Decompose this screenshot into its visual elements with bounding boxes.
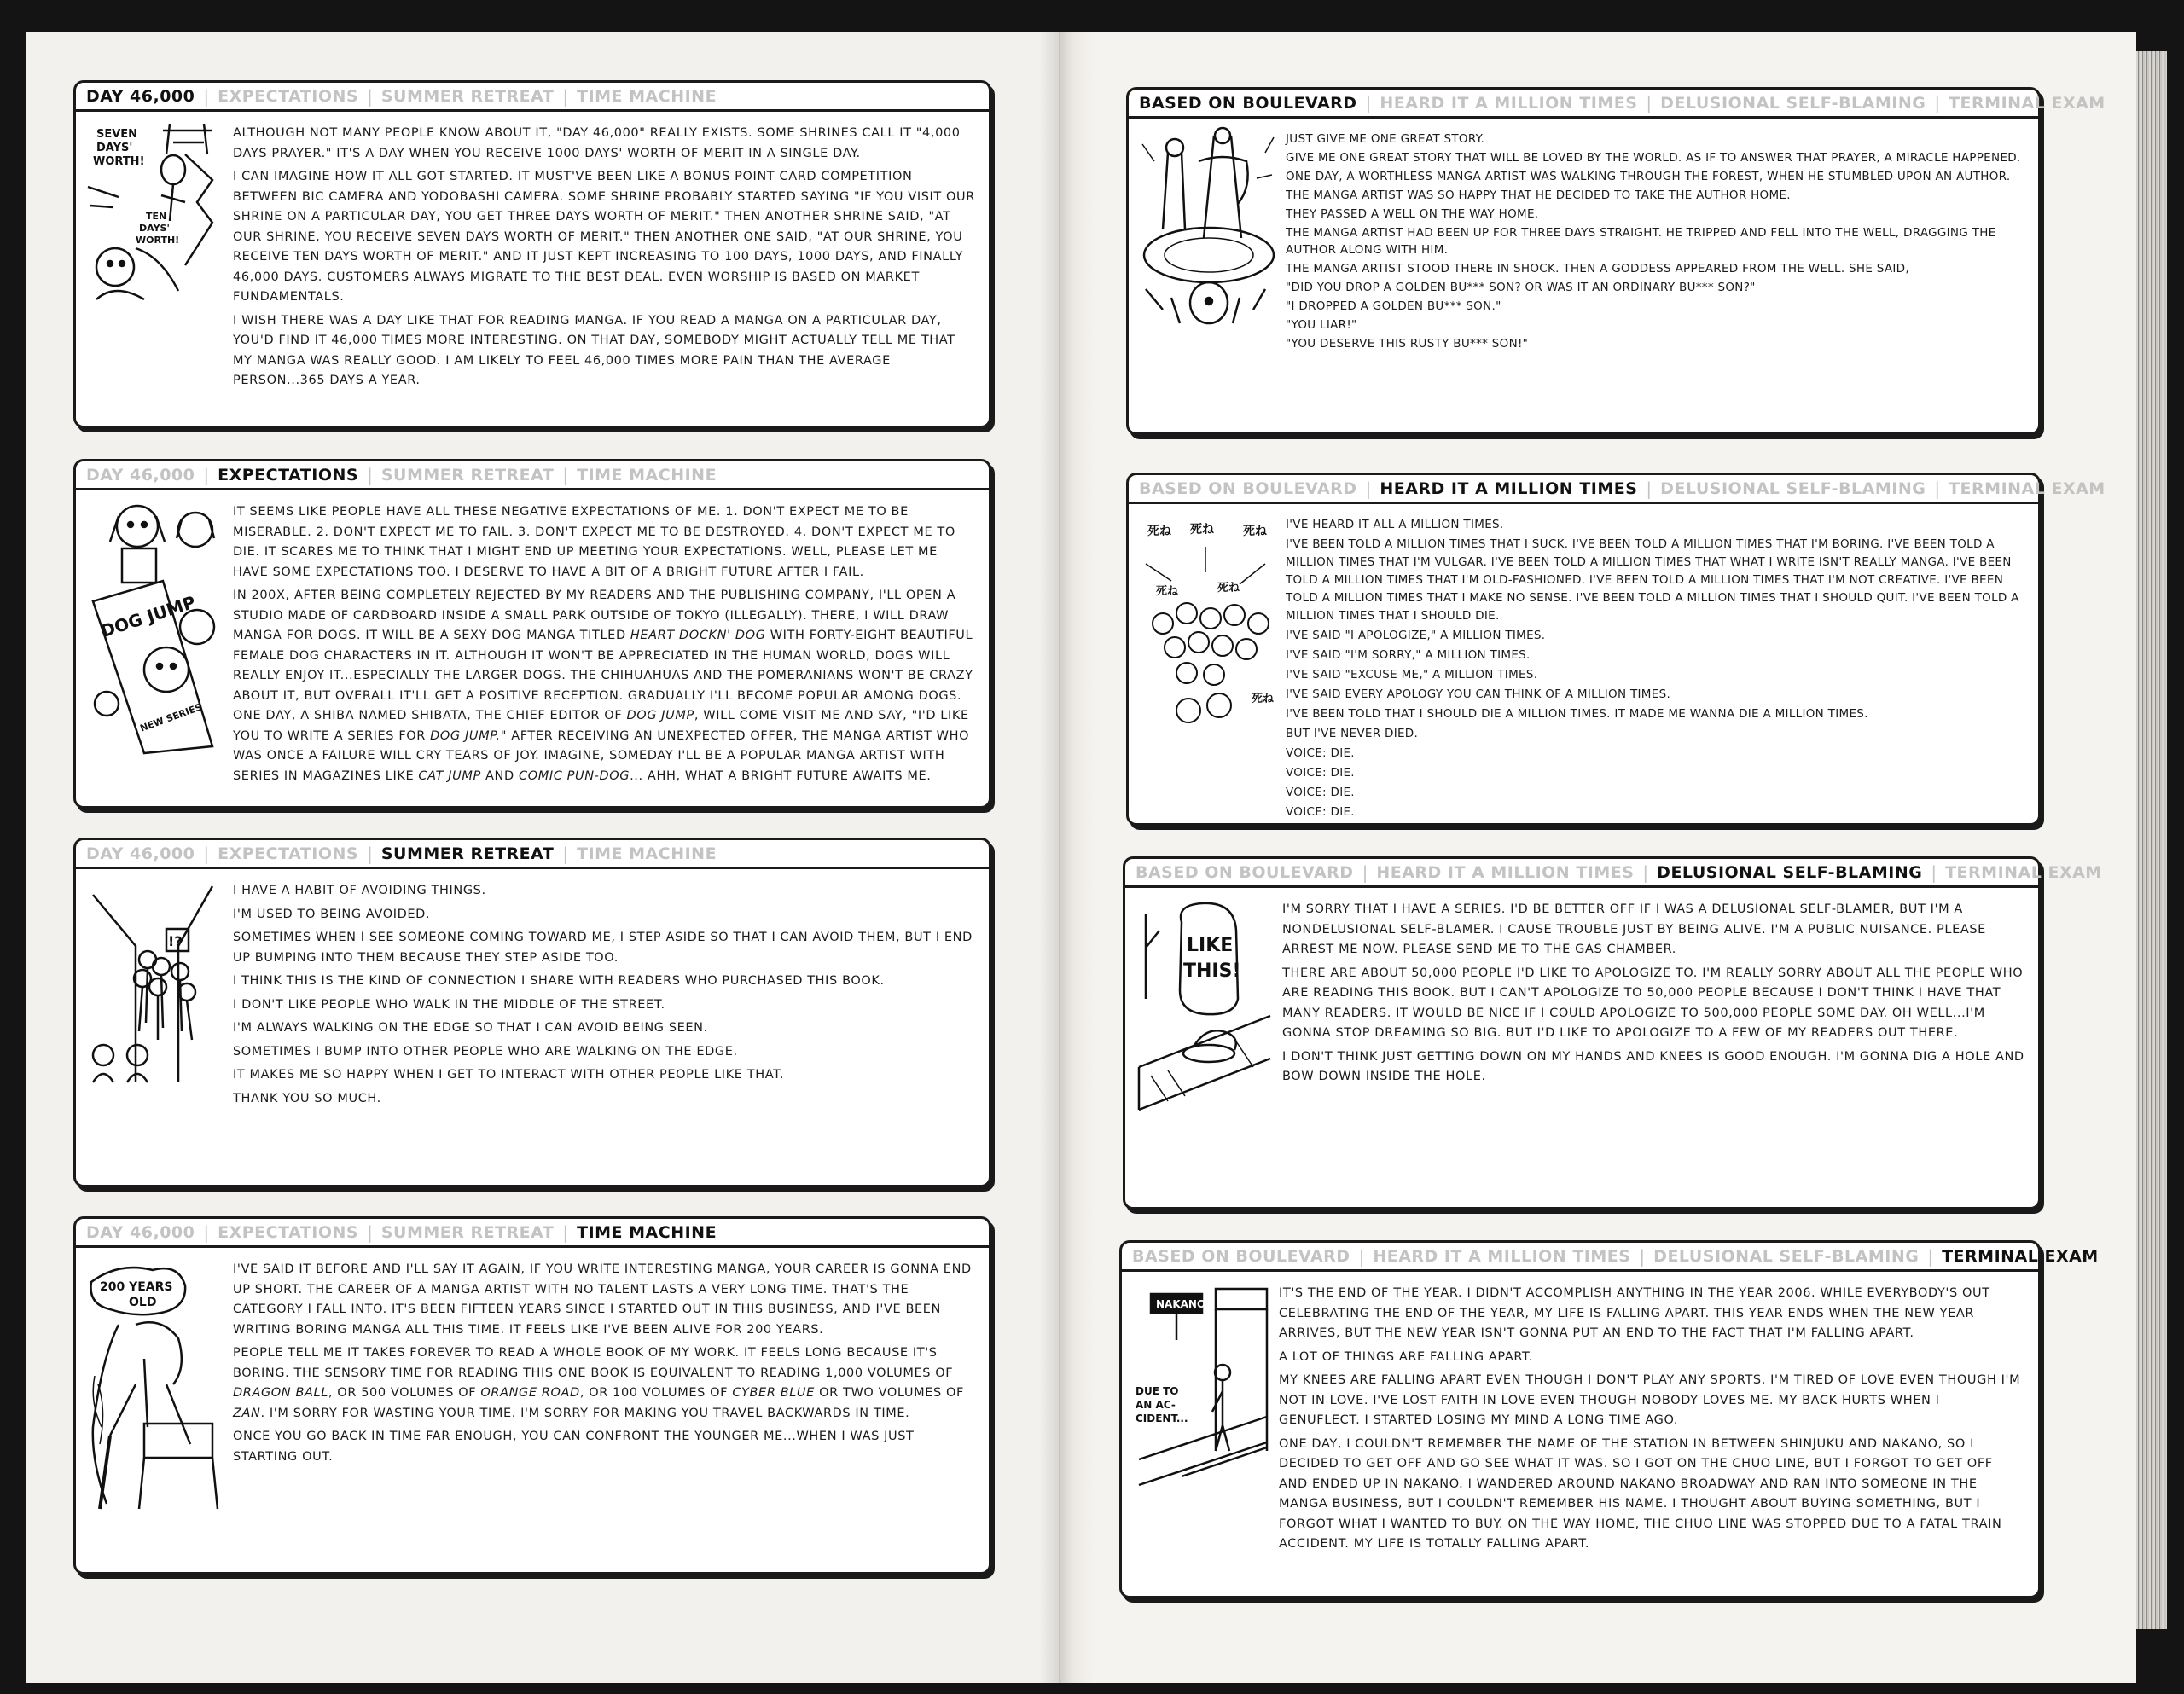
- tab-delusional-self-blaming: DELUSIONAL SELF-BLAMING: [1657, 862, 1923, 882]
- tab-based-on-boulevard: BASED ON BOULEVARD: [1132, 1246, 1350, 1266]
- panel-tabs: BASED ON BOULEVARD | HEARD IT A MILLION TIMES | DELUSIONAL SELF-BLAMING | TERMINAL EXAM: [1125, 859, 2038, 888]
- panel-tabs: DAY 46,000 | EXPECTATIONS | SUMMER RETREAT | TIME MACHINE: [76, 1219, 989, 1248]
- illustration-label: WORTH!: [93, 155, 145, 168]
- train-station-illustration: [1130, 1280, 1272, 1502]
- illustration-label: DAYS': [139, 223, 170, 234]
- tab-based-on-boulevard: BASED ON BOULEVARD: [1136, 862, 1354, 882]
- illustration-label: THIS!: [1183, 960, 1241, 982]
- paragraph: THANK YOU SO MUCH.: [233, 1091, 381, 1105]
- panel-delusional-self-blaming: [1123, 856, 2102, 1210]
- paragraph: IT MAKES ME SO HAPPY WHEN I GET TO INTERACT WITH OTHER PEOPLE LIKE THAT.: [233, 1068, 785, 1082]
- crowd-yelling-illustration: [1137, 513, 1279, 734]
- illustration-label: OLD: [129, 1296, 157, 1309]
- tab-based-on-boulevard: BASED ON BOULEVARD: [1139, 93, 1357, 113]
- illustration-label: SEVEN: [96, 128, 138, 141]
- paragraph: BUT I'VE NEVER DIED.: [1286, 727, 1419, 740]
- panel-tabs: DAY 46,000 | EXPECTATIONS | SUMMER RETREAT | TIME MACHINE: [76, 83, 989, 112]
- book-spine: [1039, 32, 1073, 1683]
- panel-summer-retreat: [73, 838, 991, 1187]
- tab-heard-it-a-million-times: HEARD IT A MILLION TIMES: [1380, 93, 1638, 113]
- illustration-label: CIDENT...: [1136, 1413, 1188, 1424]
- manga-title: HEART DOCKN' DOG: [630, 629, 766, 642]
- manga-title: ZAN: [233, 1406, 261, 1420]
- illustration-label: WORTH!: [136, 235, 180, 246]
- manga-title: DRAGON BALL: [233, 1386, 328, 1400]
- tab-day-46000: DAY 46,000: [86, 465, 195, 484]
- paragraph: VOICE: DIE.: [1286, 746, 1355, 760]
- tab-day-46000: DAY 46,000: [86, 1222, 195, 1242]
- dog-manga-illustration: [84, 499, 226, 755]
- illustration-label: LIKE: [1187, 935, 1234, 956]
- paragraph: SOMETIMES WHEN I SEE SOMEONE COMING TOWARD ME, I STEP ASIDE SO THAT I CAN AVOID THEM, BUT I END UP BUMPING INTO THEM BECAUSE THEY STEP ASIDE TOO.: [233, 931, 973, 965]
- panel-terminal-exam: [1119, 1240, 2099, 1598]
- illustration-label: DOG JUMP: [98, 591, 199, 642]
- tab-summer-retreat: SUMMER RETREAT: [380, 86, 555, 106]
- tab-summer-retreat: SUMMER RETREAT: [380, 1222, 555, 1242]
- shrine-crowd-illustration: [84, 120, 226, 308]
- manga-title: DOG JUMP.: [430, 728, 501, 743]
- paragraph: SOMETIMES I BUMP INTO OTHER PEOPLE WHO ARE WALKING ON THE EDGE.: [233, 1044, 738, 1059]
- tab-expectations: EXPECTATIONS: [218, 465, 359, 484]
- paragraph: I'VE BEEN TOLD THAT I SHOULD DIE A MILLION TIMES. IT MADE ME WANNA DIE A MILLION TIMES.: [1286, 707, 1868, 721]
- panel-body: [1286, 131, 2024, 426]
- manga-title: CYBER BLUE: [732, 1386, 815, 1400]
- paragraph: "DID YOU DROP A GOLDEN BU*** SON? OR WAS IT AN ORDINARY BU*** SON?": [1286, 281, 1756, 294]
- illustration-label: AN AC-: [1136, 1399, 1176, 1411]
- manga-title: CAT JUMP: [418, 769, 481, 783]
- paragraph: THE MANGA ARTIST STOOD THERE IN SHOCK. THEN A GODDESS APPEARED FROM THE WELL. SHE SAID,: [1286, 262, 1909, 276]
- illustration-label: NAKANO: [1156, 1298, 1206, 1310]
- paragraph: THERE ARE ABOUT 50,000 PEOPLE I'D LIKE TO APOLOGIZE TO. I'M REALLY SORRY ABOUT ALL THE PEOPLE WHO ARE READING THIS BOOK. BUT I CAN'T APOLOGIZE TO 50,000 PEOPLE BECAUSE I DON'T THINK I HAVE THAT MANY READERS. IT WOULD BE NICE IF I COULD APOLOGIZE TO 500,000 PEOPLE SOME DAY. OH WELL...I'M GONNA STOP DREAMING SO BIG. BUT I'D LIKE TO APOLOGIZE TO A FEW OF MY READERS OUT THERE.: [1282, 966, 2024, 1040]
- tab-summer-retreat: SUMMER RETREAT: [380, 465, 555, 484]
- page-edges: [2136, 51, 2167, 1629]
- tab-based-on-boulevard: BASED ON BOULEVARD: [1139, 479, 1357, 498]
- tab-summer-retreat: SUMMER RETREAT: [380, 844, 555, 863]
- paragraph: A LOT OF THINGS ARE FALLING APART.: [1279, 1349, 1533, 1364]
- street-crowd-illustration: [84, 878, 226, 1082]
- paragraph: ALTHOUGH NOT MANY PEOPLE KNOW ABOUT IT, "DAY 46,000" REALLY EXISTS. SOME SHRINES CALL IT "4,000 DAYS PRAYER." IT'S A DAY WHEN YOU RECEIVE 1000 DAYS' WORTH OF MERIT IN A SINGLE DAY.: [233, 126, 961, 160]
- paragraph: I DON'T LIKE PEOPLE WHO WALK IN THE MIDDLE OF THE STREET.: [233, 997, 665, 1012]
- panel-body: [1279, 1284, 2024, 1589]
- panel-tabs: BASED ON BOULEVARD | HEARD IT A MILLION TIMES | DELUSIONAL SELF-BLAMING | TERMINAL EXAM: [1129, 90, 2038, 119]
- panel-based-on-boulevard: [1126, 87, 2106, 435]
- manga-title: ORANGE ROAD: [480, 1386, 580, 1400]
- panel-heard-it-a-million-times: [1126, 473, 2106, 826]
- panel-expectations: [73, 459, 991, 809]
- illustration-label: 死ね: [1156, 585, 1179, 598]
- paragraph: I CAN IMAGINE HOW IT ALL GOT STARTED. IT MUST'VE BEEN LIKE A BONUS POINT CARD COMPETITION BETWEEN BIC CAMERA AND YODOBASHI CAMERA. SOME SHRINE PROBABLY STARTED SAYING "IF YOU VISIT OUR SHRINE ON A PARTICULAR DAY, YOU GET THREE DAYS WORTH OF MERIT." THEN ANOTHER SHRINE SAID, "AT OUR SHRINE, YOU RECEIVE SEVEN DAYS WORTH OF MERIT." THEN ANOTHER ONE SAID, "AT OUR SHRINE, YOU RECEIVE TEN DAYS WORTH OF MERIT." AND IT JUST KEPT INCREASING TO 100 DAYS, 1000 DAYS, AND FINALLY 46,000 DAYS. CUSTOMERS ALWAYS MIGRATE TO THE BEST DEAL. EVEN WORSHIP IS BASED ON MARKET FUNDAMENTALS.: [233, 170, 975, 304]
- illustration-label: NEW SERIES: [138, 701, 204, 734]
- paragraph: I'VE HEARD IT ALL A MILLION TIMES.: [1286, 518, 1504, 531]
- paragraph: "I DROPPED A GOLDEN BU*** SON.": [1286, 299, 1502, 313]
- hole-bowing-illustration: [1134, 896, 1275, 1118]
- paragraph: GIVE ME ONE GREAT STORY THAT WILL BE LOVED BY THE WORLD. AS IF TO ANSWER THAT PRAYER, A MIRACLE HAPPENED.: [1286, 151, 2021, 165]
- tab-expectations: EXPECTATIONS: [218, 844, 359, 863]
- illustration-label: TEN: [146, 211, 167, 222]
- panel-tabs: DAY 46,000 | EXPECTATIONS | SUMMER RETREAT | TIME MACHINE: [76, 461, 989, 490]
- panel-body: [233, 124, 975, 419]
- manga-title: DOG JUMP: [626, 709, 694, 722]
- paragraph: VOICE: DIE.: [1286, 766, 1355, 780]
- paragraph: VOICE: DIE.: [1286, 805, 1355, 819]
- paragraph: ONE DAY, A WORTHLESS MANGA ARTIST WAS WALKING THROUGH THE FOREST, WHEN HE STUMBLED UPON AN AUTHOR.: [1286, 170, 2011, 183]
- illustration-label: 死ね: [1217, 582, 1240, 595]
- paragraph: THE MANGA ARTIST WAS SO HAPPY THAT HE DECIDED TO TAKE THE AUTHOR HOME.: [1286, 189, 1791, 202]
- illustration-label: 死ね: [1243, 525, 1267, 538]
- illustration-label: 死ね: [1252, 693, 1275, 705]
- old-man-illustration: [84, 1256, 226, 1512]
- goddess-well-illustration: [1137, 127, 1279, 332]
- tab-heard-it-a-million-times: HEARD IT A MILLION TIMES: [1376, 862, 1635, 882]
- tab-terminal-exam: TERMINAL EXAM: [1945, 862, 2102, 882]
- paragraph: I HAVE A HABIT OF AVOIDING THINGS.: [233, 884, 486, 897]
- panel-body: [1286, 516, 2024, 819]
- paragraph: I'VE SAID "I APOLOGIZE," A MILLION TIMES.: [1286, 629, 1546, 642]
- panel-body: [1282, 900, 2024, 1200]
- paragraph: ONE DAY, I COULDN'T REMEMBER THE NAME OF THE STATION IN BETWEEN SHINJUKU AND NAKANO, SO I DECIDED TO GET OFF AND GO SEE WHAT IT WAS. SO I GOT ON THE CHUO LINE, BUT I FORGOT TO GET OFF AND ENDED UP IN NAKANO. I WANDERED AROUND NAKANO BROADWAY AND RAN INTO SOMEONE IN THE MANGA BUSINESS, BUT I COULDN'T REMEMBER HIS NAME. I THOUGHT ABOUT BUYING SOMETHING, BUT I FORGOT WHAT I WANTED TO BUY. ON THE WAY HOME, THE CHUO LINE WAS STOPPED DUE TO A FATAL TRAIN ACCIDENT. MY LIFE IS TOTALLY FALLING APART.: [1279, 1436, 2002, 1551]
- tab-heard-it-a-million-times: HEARD IT A MILLION TIMES: [1373, 1246, 1631, 1266]
- paragraph: MY KNEES ARE FALLING APART EVEN THOUGH I DON'T PLAY ANY SPORTS. I'M TIRED OF LOVE EVEN THOUGH I'M NOT IN LOVE. I'VE LOST FAITH IN LOVE EVEN THOUGH NOBODY LOVES ME. MY BACK HURTS WHEN I GENUFLECT. I STARTED LOSING MY MIND A LONG TIME AGO.: [1279, 1373, 2021, 1427]
- paragraph: I THINK THIS IS THE KIND OF CONNECTION I SHARE WITH READERS WHO PURCHASED THIS BOOK.: [233, 974, 885, 988]
- paragraph: THEY PASSED A WELL ON THE WAY HOME.: [1286, 207, 1539, 221]
- panel-body: [233, 1260, 975, 1565]
- illustration-label: DUE TO: [1136, 1385, 1179, 1397]
- tab-expectations: EXPECTATIONS: [218, 86, 359, 106]
- tab-delusional-self-blaming: DELUSIONAL SELF-BLAMING: [1660, 93, 1926, 113]
- manga-title: COMIC PUN-DOG: [518, 769, 630, 783]
- tab-time-machine: TIME MACHINE: [577, 86, 717, 106]
- paragraph: I'M ALWAYS WALKING ON THE EDGE SO THAT I CAN AVOID BEING SEEN.: [233, 1021, 708, 1035]
- tab-time-machine: TIME MACHINE: [577, 844, 717, 863]
- paragraph: I'M USED TO BEING AVOIDED.: [233, 907, 431, 921]
- tab-day-46000: DAY 46,000: [86, 86, 195, 106]
- tab-terminal-exam: TERMINAL EXAM: [1949, 479, 2106, 498]
- paragraph: ONCE YOU GO BACK IN TIME FAR ENOUGH, YOU CAN CONFRONT THE YOUNGER ME...WHEN I WAS JUST STARTING OUT.: [233, 1430, 915, 1464]
- panel-time-machine: [73, 1216, 991, 1575]
- paragraph: JUST GIVE ME ONE GREAT STORY.: [1286, 132, 1485, 146]
- paragraph: I'M SORRY THAT I HAVE A SERIES. I'D BE BETTER OFF IF I WAS A DELUSIONAL SELF-BLAMER, BUT I'M A NONDELUSIONAL SELF-BLAMER. I CAUSE TROUBLE JUST BY BEING ALIVE. I'M A PUBLIC NUISANCE. PLEASE ARREST ME NOW. PLEASE SEND ME TO THE GAS CHAMBER.: [1282, 902, 1986, 956]
- illustration-label: 死ね: [1147, 525, 1171, 538]
- tab-expectations: EXPECTATIONS: [218, 1222, 359, 1242]
- panel-day-46000: [73, 80, 991, 428]
- paragraph: VOICE: DIE.: [1286, 786, 1355, 799]
- paragraph: I'VE SAID "I'M SORRY," A MILLION TIMES.: [1286, 648, 1531, 662]
- paragraph: I'VE SAID "EXCUSE ME," A MILLION TIMES.: [1286, 668, 1538, 682]
- panel-body: [233, 502, 975, 799]
- paragraph: "YOU LIAR!": [1286, 318, 1357, 332]
- tab-time-machine: TIME MACHINE: [577, 465, 717, 484]
- illustration-label: DAYS': [96, 142, 133, 154]
- paragraph: IT SEEMS LIKE PEOPLE HAVE ALL THESE NEGATIVE EXPECTATIONS OF ME. 1. DON'T EXPECT ME TO BE MISERABLE. 2. DON'T EXPECT ME TO FAIL. 3. DON'T EXPECT ME TO BE DESTROYED. 4. DON'T EXPECT ME TO DIE. IT SCARES ME TO THINK THAT I MIGHT END UP MEETING YOUR EXPECTATIONS. WELL, PLEASE LET ME HAVE SOME EXPECTATIONS TOO. I DESERVE TO HAVE A BIT OF A BRIGHT FUTURE AFTER I FAIL.: [233, 505, 956, 579]
- paragraph: I DON'T THINK JUST GETTING DOWN ON MY HANDS AND KNEES IS GOOD ENOUGH. I'M GONNA DIG A HOLE AND BOW DOWN INSIDE THE HOLE.: [1282, 1049, 2024, 1083]
- panel-tabs: DAY 46,000 | EXPECTATIONS | SUMMER RETREAT | TIME MACHINE: [76, 840, 989, 869]
- illustration-label: !?: [168, 933, 183, 949]
- paragraph: THE MANGA ARTIST HAD BEEN UP FOR THREE DAYS STRAIGHT. HE TRIPPED AND FELL INTO THE WELL, DRAGGING THE AUTHOR ALONG WITH HIM.: [1286, 226, 1996, 257]
- tab-day-46000: DAY 46,000: [86, 844, 195, 863]
- tab-time-machine: TIME MACHINE: [577, 1222, 717, 1242]
- paragraph: PEOPLE TELL ME IT TAKES FOREVER TO READ A WHOLE BOOK OF MY WORK. IT FEELS LONG BECAUSE IT'S BORING. THE SENSORY TIME FOR READING THIS ONE BOOK IS EQUIVALENT TO READING 1,000 VOLUMES OF DRAGON BALL, OR 500 VOLUMES OF ORANGE ROAD, OR 100 VOLUMES OF CYBER BLUE OR TWO VOLUMES OF ZAN. I'M SORRY FOR WASTING YOUR TIME. I'M SORRY FOR MAKING YOU TRAVEL BACKWARDS IN TIME.: [233, 1346, 964, 1420]
- paragraph: I'VE SAID IT BEFORE AND I'LL SAY IT AGAIN, IF YOU WRITE INTERESTING MANGA, YOUR CAREER IS GONNA END UP SHORT. THE CAREER OF A MANGA ARTIST WITH NO TALENT LASTS A VERY LONG TIME. THAT'S THE CATEGORY I FALL INTO. IT'S BEEN FIFTEEN YEARS SINCE I STARTED OUT IN THIS BUSINESS, AND I'VE BEEN WRITING BORING MANGA ALL THIS TIME. IT FEELS LIKE I'VE BEEN ALIVE FOR 200 YEARS.: [233, 1262, 972, 1337]
- paragraph: I WISH THERE WAS A DAY LIKE THAT FOR READING MANGA. IF YOU READ A MANGA ON A PARTICULAR DAY, YOU'D FIND IT 46,000 TIMES MORE INTERESTING. ON THAT DAY, SOMEBODY MIGHT ACTUALLY TELL ME THAT MY MANGA WAS REALLY GOOD. I AM LIKELY TO FEEL 46,000 TIMES MORE PAIN THAN THE AVERAGE PERSON...365 DAYS A YEAR.: [233, 313, 956, 387]
- tab-terminal-exam: TERMINAL EXAM: [1949, 93, 2106, 113]
- tab-delusional-self-blaming: DELUSIONAL SELF-BLAMING: [1660, 479, 1926, 498]
- panel-tabs: BASED ON BOULEVARD | HEARD IT A MILLION TIMES | DELUSIONAL SELF-BLAMING | TERMINAL EXAM: [1122, 1243, 2038, 1272]
- panel-tabs: BASED ON BOULEVARD | HEARD IT A MILLION TIMES | DELUSIONAL SELF-BLAMING | TERMINAL EXAM: [1129, 475, 2038, 504]
- paragraph: I'VE SAID EVERY APOLOGY YOU CAN THINK OF A MILLION TIMES.: [1286, 687, 1671, 701]
- paragraph: IT'S THE END OF THE YEAR. I DIDN'T ACCOMPLISH ANYTHING IN THE YEAR 2006. WHILE EVERYBODY'S OUT CELEBRATING THE END OF THE YEAR, MY LIFE IS FALLING APART. THIS YEAR ENDS WHEN THE NEW YEAR ARRIVES, BUT THE NEW YEAR ISN'T GONNA PUT AN END TO THE FACT THAT I'M FALLING APART.: [1279, 1286, 1990, 1340]
- illustration-label: 200 YEARS: [100, 1280, 173, 1294]
- paragraph: IN 200X, AFTER BEING COMPLETELY REJECTED BY MY READERS AND THE PUBLISHING COMPANY, I'LL OPEN A STUDIO MADE OF CARDBOARD INSIDE A SMALL PARK OUTSIDE OF TOKYO (ILLEGALLY). THERE, I WILL DRAW MANGA FOR DOGS. IT WILL BE A SEXY DOG MANGA TITLED HEART DOCKN' DOG WITH FORTY-EIGHT BEAUTIFUL FEMALE DOG CHARACTERS IN IT. ALTHOUGH IT WON'T BE APPRECIATED IN THE HUMAN WORLD, DOGS WILL REALLY ENJOY IT...ESPECIALLY THE LARGER DOGS. THE CHIHUAHUAS AND THE POMERANIANS WON'T BE CRAZY ABOUT IT, BUT OVERALL IT'LL GET A POSITIVE RECEPTION. GRADUALLY I'LL BECOME POPULAR AMONG DOGS. ONE DAY, A SHIBA NAMED SHIBATA, THE CHIEF EDITOR OF DOG JUMP, WILL COME VISIT ME AND SAY, "I'D LIKE YOU TO WRITE A SERIES FOR DOG JUMP." AFTER RECEIVING AN UNEXPECTED OFFER, THE MANGA ARTIST WHO WAS ONCE A FAILURE WILL CRY TEARS OF JOY. IMAGINE, SOMEDAY I'LL BE A POPULAR MANGA ARTIST WITH SERIES IN MAGAZINES LIKE CAT JUMP AND COMIC PUN-DOG... AHH, WHAT A BRIGHT FUTURE AWAITS ME.: [233, 589, 973, 783]
- paragraph: "YOU DESERVE THIS RUSTY BU*** SON!": [1286, 337, 1529, 351]
- tab-delusional-self-blaming: DELUSIONAL SELF-BLAMING: [1653, 1246, 1920, 1266]
- illustration-label: 死ね: [1190, 523, 1214, 537]
- tab-heard-it-a-million-times: HEARD IT A MILLION TIMES: [1380, 479, 1638, 498]
- paragraph: I'VE BEEN TOLD A MILLION TIMES THAT I SUCK. I'VE BEEN TOLD A MILLION TIMES THAT I'M BORING. I'VE BEEN TOLD A MILLION TIMES THAT I'M VULGAR. I'VE BEEN TOLD A MILLION TIMES THAT WHAT I WRITE ISN'T REALLY MANGA. I'VE BEEN TOLD A MILLION TIMES THAT I'M OLD-FASHIONED. I'VE BEEN TOLD A MILLION TIMES THAT I'M NOT CREATIVE. I'VE BEEN TOLD A MILLION TIMES THAT I MAKE NO SENSE. I'VE BEEN TOLD A MILLION TIMES THAT I SHOULD QUIT. I'VE BEEN TOLD A MILLION TIMES THAT I SHOULD DIE.: [1286, 537, 2019, 623]
- panel-body: [233, 881, 975, 1178]
- tab-terminal-exam: TERMINAL EXAM: [1942, 1246, 2099, 1266]
